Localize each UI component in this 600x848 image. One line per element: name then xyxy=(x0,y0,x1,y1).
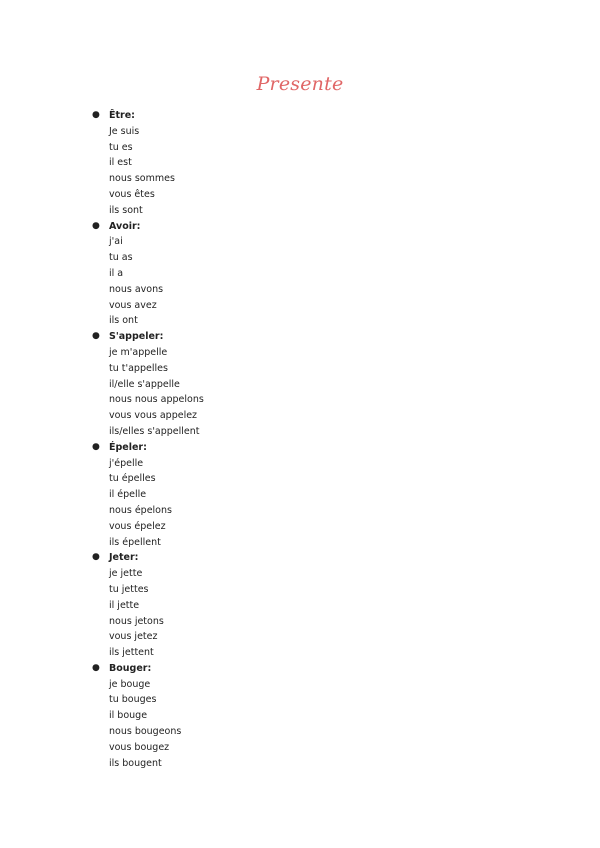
conjugation-line: tu épelles xyxy=(109,473,156,485)
conjugation-line: j'ai xyxy=(109,236,123,248)
conjugation-line: vous êtes xyxy=(109,188,155,200)
verb-heading: Épeler: xyxy=(109,441,147,453)
conjugation-line: il épelle xyxy=(109,489,147,501)
bullet-icon: ● xyxy=(92,110,100,120)
conjugation-line: nous nous appelons xyxy=(109,394,204,406)
conjugation-line: nous bougeons xyxy=(109,726,182,738)
verb-group-sappeler xyxy=(92,329,204,440)
conjugation-line: ils bougent xyxy=(109,757,162,769)
conjugation-line: tu as xyxy=(109,252,133,264)
conjugation-line: nous sommes xyxy=(109,173,175,185)
conjugation-line: tu jettes xyxy=(109,583,149,595)
conjugation-line: il jette xyxy=(109,599,140,611)
conjugation-line: ils sont xyxy=(109,204,143,216)
conjugation-line: nous jetons xyxy=(109,615,164,627)
conjugation-line: Je suis xyxy=(109,125,140,137)
conjugation-line: vous bougez xyxy=(109,741,170,753)
bullet-icon: ● xyxy=(92,662,100,673)
conjugation-line: tu t'appelles xyxy=(109,362,168,374)
verb-group-etre xyxy=(92,108,204,219)
conjugation-line: il a xyxy=(109,267,124,279)
conjugation-line: j'épelle xyxy=(109,457,144,469)
conjugation-line: il/elle s'appelle xyxy=(109,378,180,390)
conjugation-line: vous jetez xyxy=(109,631,158,643)
verb-group-jeter xyxy=(92,550,204,661)
bullet-icon: ● xyxy=(92,331,100,342)
conjugation-line: je m'appelle xyxy=(109,346,168,358)
conjugation-line: nous épelons xyxy=(109,504,172,516)
conjugation-line: je jette xyxy=(109,568,143,580)
conjugation-line: ils/elles s'appellent xyxy=(109,425,200,437)
conjugation-line: vous épelez xyxy=(109,520,166,532)
verb-heading: Avoir: xyxy=(109,220,141,232)
page-title: Presente xyxy=(256,73,344,95)
conjugation-line: ils épellent xyxy=(109,536,161,548)
verb-heading: Être: xyxy=(109,110,135,121)
conjugation-line: il bouge xyxy=(109,710,148,722)
bullet-icon: ● xyxy=(92,552,100,563)
conjugation-line: vous avez xyxy=(109,299,157,311)
verb-group-bouger xyxy=(92,661,204,772)
verb-heading: Bouger: xyxy=(109,662,152,674)
bullet-icon: ● xyxy=(92,441,100,452)
conjugation-line: tu bouges xyxy=(109,694,157,706)
conjugation-line: tu es xyxy=(109,141,133,153)
conjugation-line: ils jettent xyxy=(109,647,154,659)
verb-group-epeler xyxy=(92,440,204,551)
verb-heading: S'appeler: xyxy=(109,331,164,343)
conjugation-line: nous avons xyxy=(109,283,164,295)
bullet-icon: ● xyxy=(92,220,100,231)
verb-group-avoir xyxy=(92,219,204,330)
verb-heading: Jeter: xyxy=(109,552,139,564)
verb-list xyxy=(92,108,204,771)
conjugation-line: ils ont xyxy=(109,315,138,327)
conjugation-line: vous vous appelez xyxy=(109,410,198,422)
conjugation-line: je bouge xyxy=(109,678,151,690)
conjugation-line: il est xyxy=(109,157,132,169)
